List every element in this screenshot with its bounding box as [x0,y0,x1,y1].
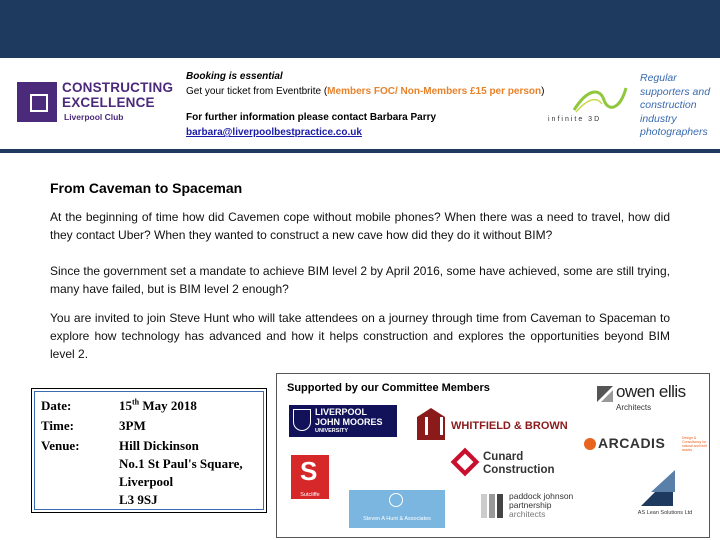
contact-email-link[interactable]: barbara@liverpoolbestpractice.co.uk [186,127,362,138]
cunard-line1: Cunard [483,451,524,463]
article-heading: From Caveman to Spaceman [50,180,243,196]
date-label: Date: [41,398,72,413]
infinite-swoosh-icon [570,82,630,118]
ticket-line [186,84,544,99]
arcadis-icon [584,438,596,450]
header-divider [0,149,720,153]
arcadis-logo [584,436,710,456]
paddock-line2: partnership [509,500,552,510]
cunard-icon [451,448,480,477]
paddock-johnson-logo [481,492,591,526]
ljmu-line3: UNIVERSITY [315,428,349,434]
as-lean-name: AS Lean Solutions Ltd [637,510,693,516]
whitfield-brown-logo [417,406,567,446]
ce-logo-line3: Liverpool Club [64,112,124,122]
constructing-excellence-logo [17,80,174,124]
cunard-logo [453,450,583,480]
as-lean-logo [623,470,703,522]
venue-line-3: Liverpool [119,474,174,489]
steven-hunt-icon [389,493,403,507]
date-value: 15th May 2018 [119,397,197,413]
booking-title: Booking is essential [186,71,283,82]
venue-line-2: No.1 St Paul's Square, [119,456,243,471]
paragraph-2: Since the government set a mandate to achieve BIM level 2 by April 2016, some have achieved, some are still trying, many have failed, but is BIM level 2 enough? [50,264,670,296]
photographers-note: Regular supporters and construction industry photographers [640,72,711,138]
venue-line-1: Hill Dickinson [119,438,199,453]
ljmu-logo [289,405,397,437]
arcadis-name: ARCADIS [598,435,666,451]
time-label: Time: [41,418,74,433]
venue-line-4: L3 9SJ [119,492,158,507]
venue-label: Venue: [41,438,80,453]
top-banner [0,0,720,58]
ljmu-line2: JOHN MOORES [315,417,383,427]
whitfield-brown-icon [417,408,445,440]
supporters-box [276,373,710,538]
event-details-box [31,388,267,513]
supporters-title: Supported by our Committee Members [287,382,490,394]
owen-ellis-name: owen ellis [616,382,686,401]
ce-logo-icon [17,82,57,122]
sutcliffe-name: Sutcliffe [300,492,320,498]
time-value: 3PM [119,418,146,433]
ticket-text: Get your ticket from Eventbrite ( [186,86,328,97]
steven-hunt-name: Steven A Hunt & Associates [363,516,431,522]
sutcliffe-logo [291,455,329,499]
infinite-3d-label: infinite 3D [548,116,602,123]
ljmu-crest-icon [293,409,311,431]
ljmu-line1: LIVERPOOL [315,407,368,417]
arcadis-tagline: Design & Consultancy for natural and built assets [682,436,707,452]
steven-hunt-logo [349,490,445,528]
paragraph-3: You are invited to join Steve Hunt who will take attendees on a journey through time from Caveman to Spaceman to explore how technology has advanced and how it helps construction and explores the opportunities beyond BIM level 2. [50,311,670,361]
contact-text: For further information please contact Barbara Parry [186,112,437,123]
price-text: Members FOC/ Non-Members £15 per person [327,86,542,97]
ce-logo-line2: EXCELLENCE [62,95,155,110]
paddock-line1: paddock johnson [509,491,574,501]
ticket-close: ) [541,86,545,97]
whitfield-brown-name: WHITFIELD & BROWN [451,420,568,432]
paddock-line3: architects [509,509,546,519]
paragraph-1: At the beginning of time how did Cavemen cope without mobile phones? When there was a need to travel, how did they contact Uber? When they wanted to construct a new cave how did they do it without BIM? [50,210,670,242]
owen-ellis-logo [597,384,707,414]
paddock-grid-icon [481,494,505,518]
booking-info [186,69,544,140]
cunard-line2: Construction [483,464,555,476]
infinite-3d-logo [548,82,636,128]
owen-ellis-sub: Architects [616,403,652,412]
ce-logo-line1: CONSTRUCTING [62,80,174,95]
sutcliffe-mark: S [300,456,318,486]
